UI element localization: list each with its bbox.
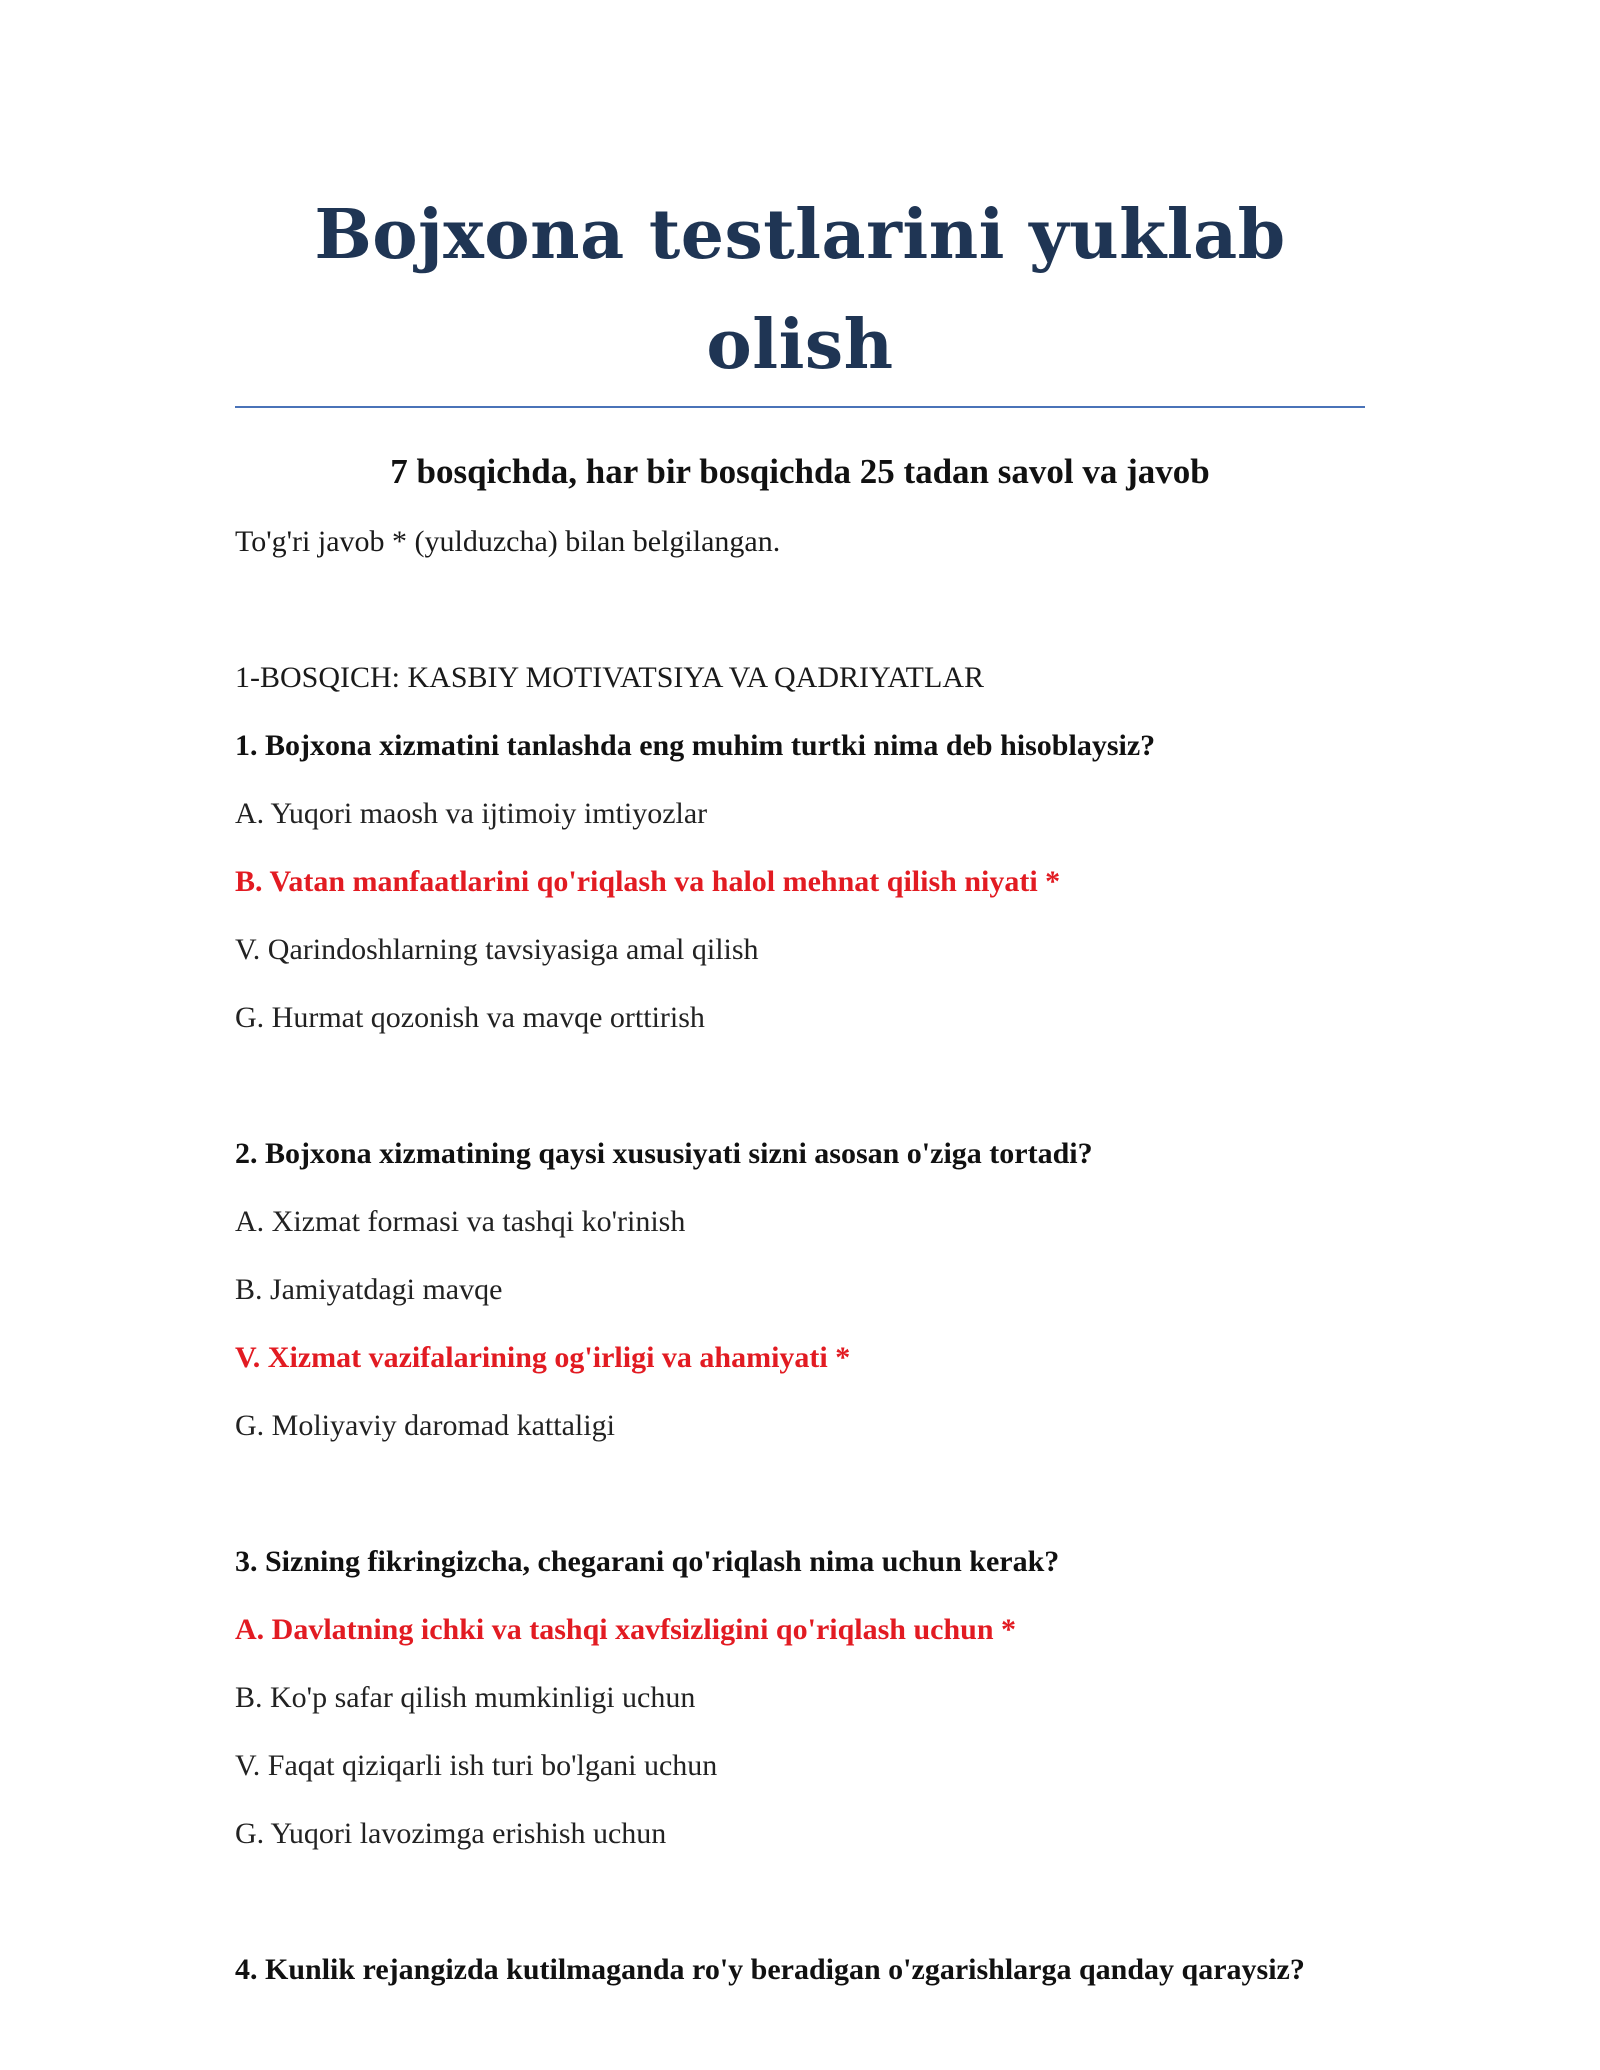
answer-option: A. Xizmat formasi va tashqi ko'rinish bbox=[235, 1205, 686, 1238]
answer-option: A. Yuqori maosh va ijtimoiy imtiyozlar bbox=[235, 797, 708, 830]
question-block bbox=[235, 724, 1365, 1040]
answer-option: B. Jamiyatdagi mavqe bbox=[235, 1273, 503, 1306]
question-block bbox=[235, 1132, 1365, 1448]
question-text: 4. Kunlik rejangizda kutilmaganda ro'y beradigan o'zgarishlarga qanday qaraysiz? bbox=[235, 1953, 1305, 1986]
question-block bbox=[235, 1948, 1365, 1992]
document-page bbox=[235, 180, 1365, 1992]
answer-option: G. Moliyaviy daromad kattaligi bbox=[235, 1409, 615, 1442]
title-underline bbox=[235, 406, 1365, 408]
question-text: 1. Bojxona xizmatini tanlashda eng muhim turtki nima deb hisoblaysiz? bbox=[235, 729, 1156, 762]
question-text: 2. Bojxona xizmatining qaysi xususiyati sizni asosan o'ziga tortadi? bbox=[235, 1137, 1093, 1170]
answer-option: G. Yuqori lavozimga erishish uchun bbox=[235, 1817, 667, 1850]
question-block bbox=[235, 1540, 1365, 1856]
answer-option-correct: B. Vatan manfaatlarini qo'riqlash va halol mehnat qilish niyati * bbox=[235, 865, 1061, 898]
stage-heading: 1-BOSQICH: KASBIY MOTIVATSIYA VA QADRIYATLAR bbox=[235, 661, 984, 694]
answer-option: V. Faqat qiziqarli ish turi bo'lgani uchun bbox=[235, 1749, 718, 1782]
answer-option: B. Ko'p safar qilish mumkinligi uchun bbox=[235, 1681, 696, 1714]
document-title: Bojxona testlarini yuklab olish bbox=[314, 195, 1286, 385]
answer-option: V. Qarindoshlarning tavsiyasiga amal qilish bbox=[235, 933, 759, 966]
question-text: 3. Sizning fikringizcha, chegarani qo'riqlash nima uchun kerak? bbox=[235, 1545, 1060, 1578]
document-subtitle: 7 bosqichda, har bir bosqichda 25 tadan savol va javob bbox=[390, 452, 1210, 491]
answer-key-note: To'g'ri javob * (yulduzcha) bilan belgilangan. bbox=[235, 525, 781, 558]
answer-option-correct: V. Xizmat vazifalarining og'irligi va ahamiyati * bbox=[235, 1341, 851, 1374]
answer-option: G. Hurmat qozonish va mavqe orttirish bbox=[235, 1001, 705, 1034]
answer-option-correct: A. Davlatning ichki va tashqi xavfsizligini qo'riqlash uchun * bbox=[235, 1613, 1017, 1646]
